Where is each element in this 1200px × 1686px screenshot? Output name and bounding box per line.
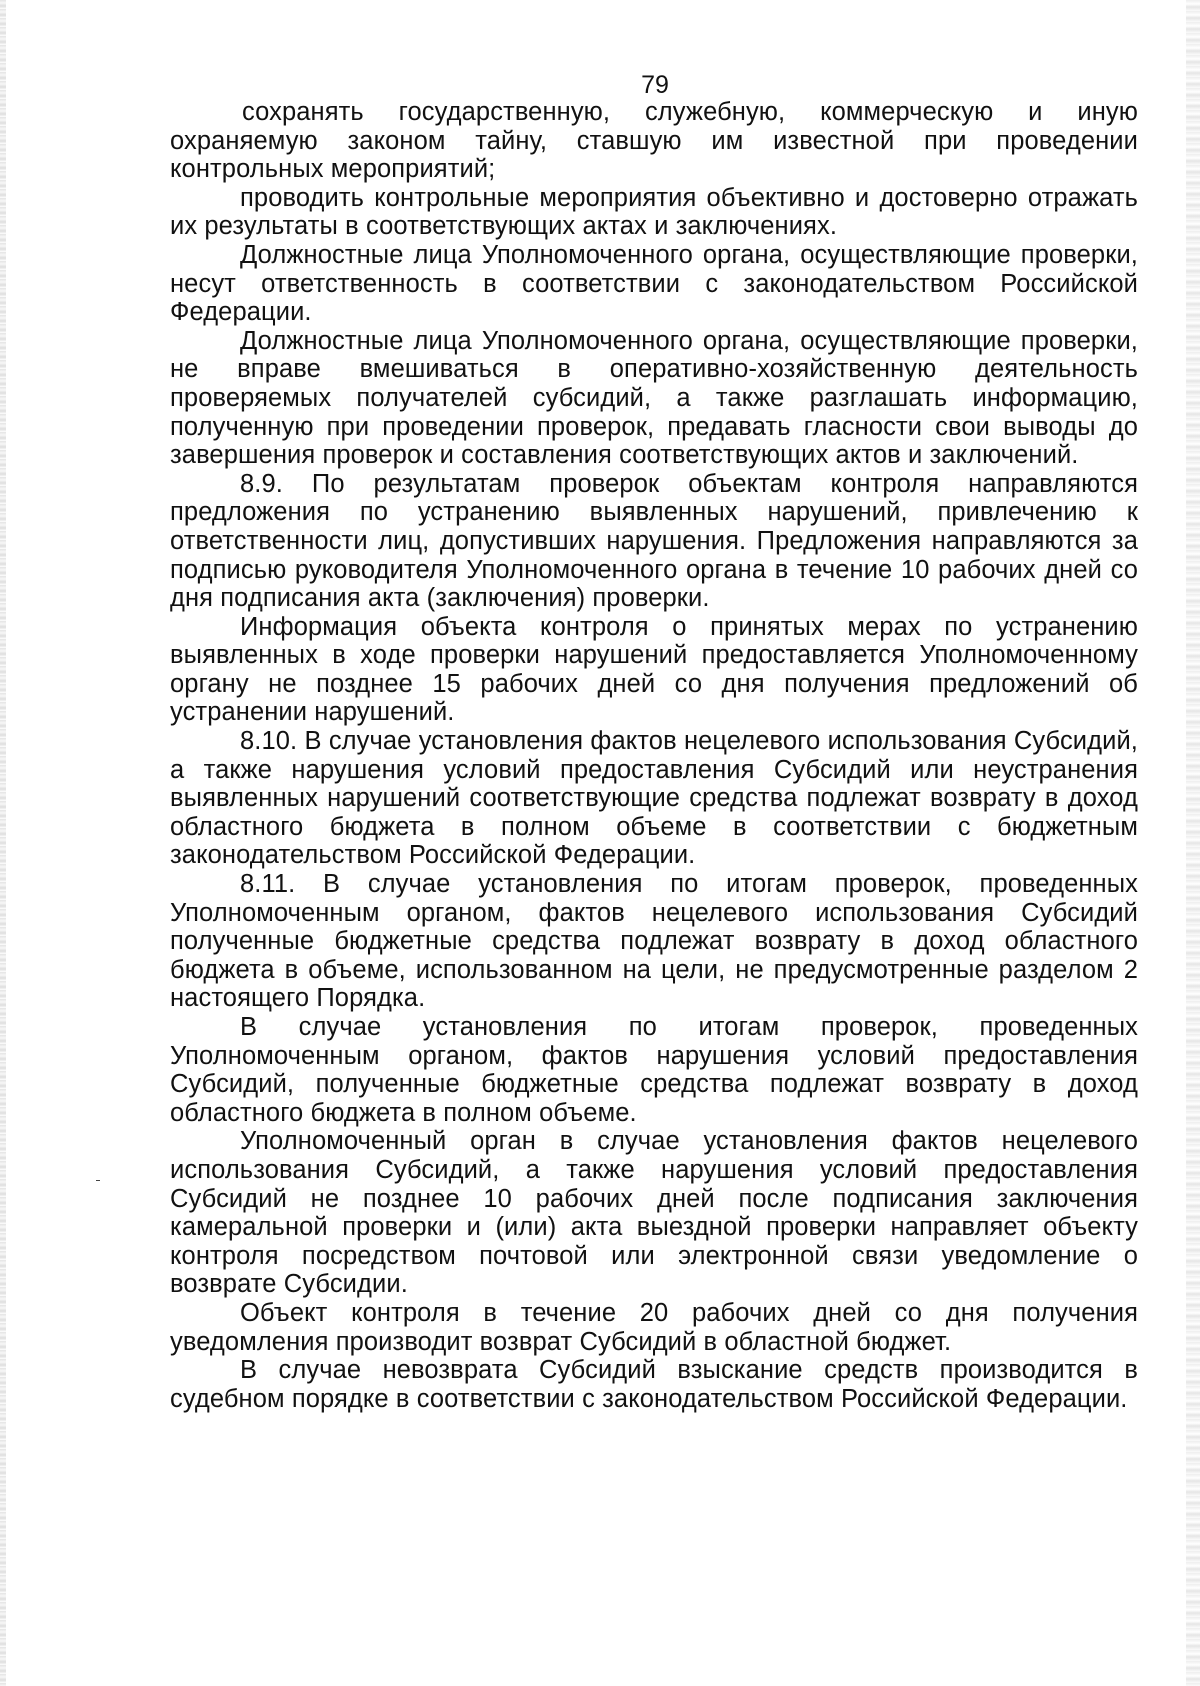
paragraph-responsibility: Должностные лица Уполномоченного органа, осуществляющие проверки, несут ответственность в соответствии с законодательством Российской Федерации. [170,240,1138,327]
paragraph-notification: Уполномоченный орган в случае установления фактов нецелевого использования Субсидий, а также нарушения условий предоставления Субсидий не позднее 10 рабочих дней после подписания заключения камеральной проверки и (или) акта выездной проверки направляет объекту контроля посредством почтовой или электронной связи уведомление о возврате Субсидии. [170,1127,1138,1299]
paragraph-objectivity: проводить контрольные мероприятия объективно и достоверно отражать их результаты в соответствующих актах и заключениях. [170,183,1138,241]
paragraph-refund-deadline: Объект контроля в течение 20 рабочих дней со дня получения уведомления производит возврат Субсидий в областной бюджет. [170,1298,1138,1356]
scan-speck [96,1180,100,1181]
page-number: 79 [641,71,669,99]
scan-edge-left [0,0,6,1686]
scan-edge-right [1186,0,1200,1686]
paragraph-confidentiality: сохранять государственную, служебную, коммерческую и иную охраняемую законом тайну, ставшую им известной при проведении контрольных мероприятий; [170,98,1138,184]
paragraph-measures-info: Информация объекта контроля о принятых мерах по устранению выявленных в ходе проверки нарушений предоставляется Уполномоченному органу не позднее 15 рабочих дней со дня получения предложений об устранении нарушений. [170,612,1138,727]
paragraph-8-11: 8.11. В случае установления по итогам проверок, проведенных Уполномоченным органом, фактов нецелевого использования Субсидий полученные бюджетные средства подлежат возврату в доход областного бюджета в объеме, использованном на цели, не предусмотренные разделом 2 настоящего Порядка. [170,870,1138,1013]
paragraph-8-9: 8.9. По результатам проверок объектам контроля направляются предложения по устранению выявленных нарушений, привлечению к ответственности лиц, допустивших нарушения. Предложения направляются за подписью руководителя Уполномоченного органа в течение 10 рабочих дней со дня подписания акта (заключения) проверки. [170,469,1138,613]
paragraph-violation-refund: В случае установления по итогам проверок, проведенных Уполномоченным органом, фактов нарушения условий предоставления Субсидий, полученные бюджетные средства подлежат возврату в доход областного бюджета в полном объеме. [170,1013,1138,1127]
document-body [170,98,1138,1413]
paragraph-court-recovery: В случае невозврата Субсидий взыскание средств производится в судебном порядке в соответствии с законодательством Российской Федерации. [170,1356,1138,1413]
paragraph-non-interference: Должностные лица Уполномоченного органа, осуществляющие проверки, не вправе вмешиваться в оперативно-хозяйственную деятельность проверяемых получателей субсидий, а также разглашать информацию, полученную при проведении проверок, предавать гласности свои выводы до завершения проверок и составления соответствующих актов и заключений. [170,326,1138,470]
paragraph-8-10: 8.10. В случае установления фактов нецелевого использования Субсидий, а также нарушения условий предоставления Субсидий или неустранения выявленных нарушений соответствующие средства подлежат возврату в доход областного бюджета в полном объеме в соответствии с бюджетным законодательством Российской Федерации. [170,727,1138,870]
